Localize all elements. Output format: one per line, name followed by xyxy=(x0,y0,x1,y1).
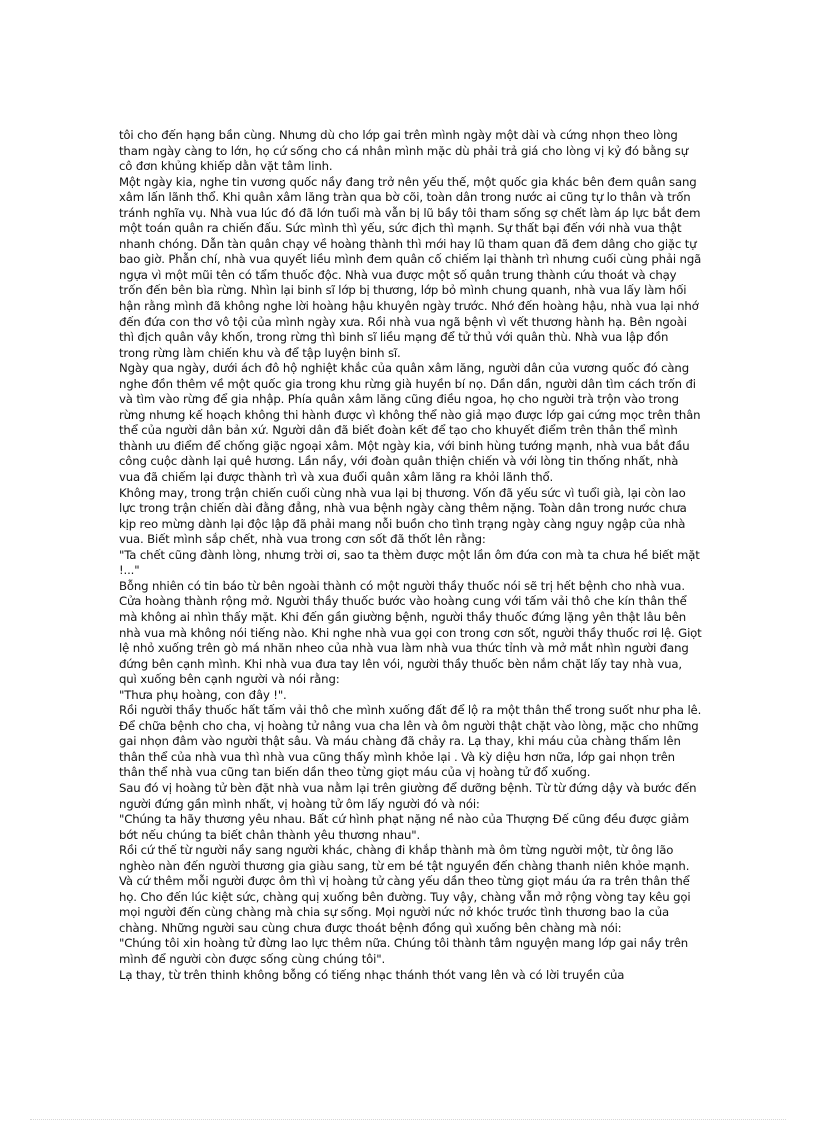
paragraph: Sau đó vị hoàng tử bèn đặt nhà vua nằm lại trên giường để dưỡng bệnh. Từ từ đứng dậy và bước đến người đứng gần mình nhất, vị hoàng tử ôm lấy người đó và nói: xyxy=(119,780,697,811)
paragraph: tôi cho đến hạng bần cùng. Nhưng dù cho lớp gai trên mình ngày một dài và cứng nhọn theo lòng tham ngày càng to lớn, họ cứ sống cho cá nhân mình mặc dù phải trả giá cho lòng vị kỷ đó bằng sự cô đơn khủng khiếp dằn vặt tâm linh. xyxy=(119,128,688,174)
paragraph: Một ngày kia, nghe tin vương quốc nầy đang trở nên yếu thế, một quốc gia khác bên đem quân sang xâm lấn lãnh thổ. Khi quân xâm lăng tràn qua bờ cõi, toàn dân trong nước ai cũng tự lo thân và trốn tránh nghĩa vụ. Nhà vua lúc đó đã lớn tuổi mà vẫn bị lũ bầy tôi tham sống sợ chết làm áp lực bắt đem một toán quân ra chiến đấu. Sức mình thì yếu, sức địch thì mạnh. Sự thất bại đến với nhà vua thật nhanh chóng. Dẫn tàn quân chạy về hoàng thành thì mới hay lũ tham quan đã đem dâng cho giặc tự bao giờ. Phẫn chí, nhà vua quyết liều mình đem quân cố chiếm lại thành trì nhưng cuối cùng phải ngã ngựa vì một mũi tên có tẩm thuốc độc. Nhà vua được một số quân trung thành cứu thoát và chạy trốn đến bên bìa rừng. Nhìn lại binh sĩ lớp bị thương, lớp bỏ mình chung quanh, nhà vua lấy làm hối hận rằng mình đã không nghe lời hoàng hậu khuyên ngày trước. Nhớ đến hoàng hậu, nhà vua lại nhớ đến đứa con thơ vô tội của mình ngày xưa. Rồi nhà vua ngã bệnh vì vết thương hành hạ. Bên ngoài thì địch quân vây khốn, trong rừng thì binh sĩ liều mạng để tử thủ với quân thù. Nhà vua lập đồn trong rừng làm chiến khu và để tập luyện binh sĩ. xyxy=(119,174,702,360)
paragraph: Ngày qua ngày, dưới ách đô hộ nghiệt khắc của quân xâm lăng, người dân của vương quốc đó càng nghe đồn thêm về một quốc gia trong khu rừng già huyền bí nọ. Dần dần, người dân tìm cách trốn đi và tìm vào rừng để gia nhập. Phía quân xâm lăng cũng điều ngoa, họ cho người trà trộn vào trong rừng nhưng kế hoạch không thi hành được vì không thể nào giả mạo được lớp gai cứng mọc trên thân thể của người dân bản xứ. Người dân đã biết đoàn kết để tạo cho khuyết điểm trên thân thể mình thành ưu điểm để chống giặc ngoại xâm. Một ngày kia, với binh hùng tướng mạnh, nhà vua bắt đầu công cuộc dành lại quê hương. Lần nầy, với đoàn quân thiện chiến và với lòng tin thống nhất, nhà vua đã chiếm lại được thành trì và xua đuổi quân xâm lăng ra khỏi lãnh thổ. xyxy=(119,361,701,485)
page-bottom-divider xyxy=(30,1119,786,1120)
story-text xyxy=(119,128,702,983)
quote-paragraph: "Chúng tôi xin hoàng tử đừng lao lực thêm nữa. Chúng tôi thành tâm nguyện mang lớp gai nầy trên mình để người còn được sống cùng chúng tôi". xyxy=(119,936,689,966)
paragraph: Bỗng nhiên có tin báo từ bên ngoài thành có một người thầy thuốc nói sẽ trị hết bệnh cho nhà vua. Cửa hoàng thành rộng mở. Người thầy thuốc bước vào hoàng cung với tấm vải thô che kín thân thể mà không ai nhìn thấy mặt. Khi đến gần giường bệnh, người thầy thuốc đứng lặng yên thật lâu bên nhà vua mà không nói tiếng nào. Khi nghe nhà vua gọi con trong cơn sốt, người thầy thuốc rơi lệ. Giọt lệ nhỏ xuống trên gò má nhăn nheo của nhà vua làm nhà vua thức tỉnh và mở mắt nhìn người đang đứng bên cạnh mình. Khi nhà vua đưa tay lên vói, người thầy thuốc bèn nắm chặt lấy tay nhà vua, quì xuống bên cạnh người và nói rằng: xyxy=(119,578,702,687)
paragraph: Rồi cứ thế từ người nầy sang người khác, chàng đi khắp thành mà ôm từng người một, từ ông lão nghèo nàn đến người thương gia giàu sang, từ em bé tật nguyền đến chàng thanh niên khỏe mạnh. Và cứ thêm mỗi người được ôm thì vị hoàng tử càng yếu dần theo từng giọt máu ứa ra trên thân thể họ. Cho đến lúc kiệt sức, chàng quị xuống bên đường. Tuy vậy, chàng vẫn mở rộng vòng tay kêu gọi mọi người đến cùng chàng mà chia sự sống. Mọi người nức nở khóc trước tình thương bao la của chàng. Những người sau cùng chưa được thoát bệnh đồng quì xuống bên chàng mà nói: xyxy=(119,843,691,935)
quote-paragraph: "Thưa phụ hoàng, con đây !". xyxy=(119,687,287,702)
quote-paragraph: "Chúng ta hãy thương yêu nhau. Bất cứ hình phạt nặng nề nào của Thượng Đế cũng đều được giảm bớt nếu chúng ta biết chân thành yêu thương nhau". xyxy=(119,812,689,842)
paragraph: Không may, trong trận chiến cuối cùng nhà vua lại bị thương. Vốn đã yếu sức vì tuổi già, lại còn lao lực trong trận chiến dài đằng đẳng, nhà vua bệnh ngày càng thêm nặng. Toàn dân trong nước chưa kịp reo mừng dành lại độc lập đã phải mang nỗi buồn cho tình trạng ngày càng nguy ngập của nhà vua. Biết mình sắp chết, nhà vua trong cơn sốt đã thốt lên rằng: xyxy=(119,485,687,547)
paragraph: Rồi người thầy thuốc hất tấm vải thô che mình xuống đất để lộ ra một thân thể trong suốt như pha lê. Để chữa bệnh cho cha, vị hoàng tử nâng vua cha lên và ôm người thật chặt vào lòng, mặc cho những gai nhọn đâm vào người thật sâu. Và máu chàng đã chảy ra. Lạ thay, khi máu của chàng thấm lên thân thể của nhà vua thì nhà vua cũng thấy mình khỏe lại . Và kỳ diệu hơn nữa, lớp gai nhọn trên thân thể nhà vua cũng tan biến dần theo từng giọt máu của vị hoàng tử đổ xuống. xyxy=(119,703,702,780)
paragraph: Lạ thay, từ trên thinh không bỗng có tiếng nhạc thánh thót vang lên và có lời truyền của xyxy=(119,967,625,982)
quote-paragraph: "Ta chết cũng đành lòng, nhưng trời ơi, sao ta thèm được một lần ôm đứa con mà ta chưa hề biết mặt !..." xyxy=(119,547,700,578)
